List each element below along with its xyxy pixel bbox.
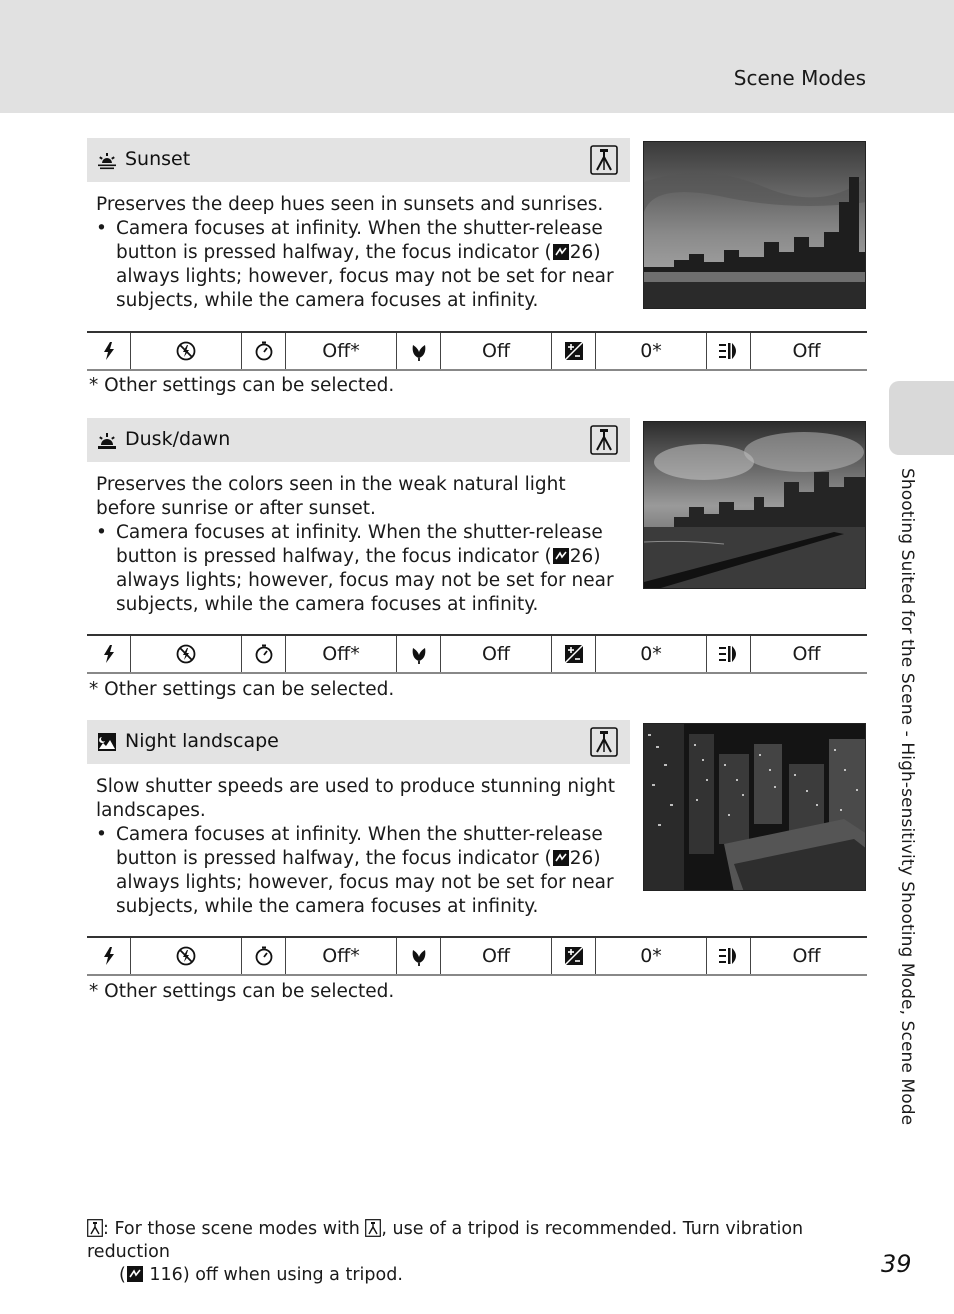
footnote-text-2: , use of a tripod is recommended. Turn vibration reduction [87,1219,804,1262]
night-landscape-icon [97,732,117,752]
page-link[interactable]: 26 [569,848,594,869]
vr-cell [707,938,751,974]
flash-cell [87,636,131,672]
flash-mode-icon [98,643,120,665]
vibration-reduction-icon [718,340,740,362]
section-sunset [87,138,867,398]
bullet-text-a: Camera focuses at infinity. When the shutter-release button is pressed halfway, the focus indicator ( [116,522,603,567]
flash-off-icon [175,340,197,362]
selftimer-value: Off* [286,636,397,672]
macro-cell [397,333,441,369]
vr-value: Off [792,340,821,362]
macro-icon [408,945,430,967]
page-link[interactable]: 26 [569,546,594,567]
vr-cell [707,333,751,369]
section-night-landscape [87,720,867,1010]
flash-value-cell [131,636,242,672]
exposure-cell [552,333,596,369]
vr-cell [707,636,751,672]
self-timer-icon [253,643,275,665]
flash-value-cell [131,938,242,974]
selftimer-cell [242,333,286,369]
macro-cell [397,636,441,672]
tripod-icon [365,1219,381,1237]
bullet-text-b: ) always lights; however, focus may not be set for near subjects, while the camera focuses at infinity. [116,242,614,311]
settings-table [87,331,867,371]
exposure-compensation-icon [563,945,585,967]
exposure-cell [552,636,596,672]
tripod-footnote [87,1218,877,1287]
vr-value: Off [792,643,821,665]
self-timer-icon [253,945,275,967]
tripod-icon [590,425,618,455]
page-reference-icon [553,244,569,260]
selftimer-cell [242,938,286,974]
bullet-text-a: Camera focuses at infinity. When the shutter-release button is pressed halfway, the focus indicator ( [116,218,603,263]
night-landscape-sample-photo [643,723,866,891]
section-title-bar [87,720,630,764]
selftimer-cell [242,636,286,672]
page-number: 39 [881,1250,912,1278]
flash-cell [87,938,131,974]
macro-value: Off [441,333,552,369]
exposure-value: 0* [596,636,707,672]
section-dusk-dawn [87,418,867,708]
intro-text: Preserves the colors seen in the weak natural light before sunrise or after sunset. [96,474,566,519]
flash-cell [87,333,131,369]
tripod-icon [590,145,618,175]
self-timer-icon [253,340,275,362]
vibration-reduction-icon [718,945,740,967]
tripod-icon [590,727,618,757]
bullet-text-b: ) always lights; however, focus may not be set for near subjects, while the camera focuses at infinity. [116,848,614,917]
flash-value-cell [131,333,242,369]
macro-cell [397,938,441,974]
sunset-icon [97,150,117,170]
settings-note: * Other settings can be selected. [89,375,395,396]
bullet-item [96,217,626,313]
vr-value: Off [792,945,821,967]
bullet-item [96,521,626,617]
flash-mode-icon [98,945,120,967]
flash-mode-icon [98,340,120,362]
footnote-text-3: ( [119,1265,126,1285]
section-title-bar [87,138,630,182]
intro-text: Slow shutter speeds are used to produce stunning night landscapes. [96,776,616,821]
macro-icon [408,643,430,665]
dusk-dawn-sample-photo [643,421,866,589]
exposure-cell [552,938,596,974]
chapter-tab [889,381,954,455]
vibration-reduction-icon [718,643,740,665]
chapter-side-title: Shooting Suited for the Scene - High-sensitivity Shooting Mode, Scene Mode [897,468,917,1126]
header-band [0,0,954,113]
exposure-compensation-icon [563,340,585,362]
bullet-item [96,823,626,919]
selftimer-value: Off* [286,333,397,369]
footnote-text-4: ) off when using a tripod. [182,1265,403,1285]
flash-off-icon [175,945,197,967]
footnote-text-1: : For those scene modes with [103,1219,366,1239]
section-description [96,193,626,313]
exposure-value: 0* [596,333,707,369]
bullet-text-a: Camera focuses at infinity. When the shutter-release button is pressed halfway, the focus indicator ( [116,824,603,869]
section-title: Dusk/dawn [125,428,231,450]
bullet-text-b: ) always lights; however, focus may not be set for near subjects, while the camera focuses at infinity. [116,546,614,615]
settings-note: * Other settings can be selected. [89,679,395,700]
tripod-icon [87,1219,103,1237]
page-header-title: Scene Modes [733,66,866,90]
section-description [96,473,626,617]
page-reference-icon [553,548,569,564]
section-description [96,775,626,919]
macro-value: Off [441,636,552,672]
page-reference-icon [553,850,569,866]
macro-icon [408,340,430,362]
selftimer-value: Off* [286,938,397,974]
page-reference-icon [127,1266,143,1282]
dusk-dawn-icon [97,430,117,450]
section-title: Night landscape [125,730,279,752]
section-title: Sunset [125,148,191,170]
page-link[interactable]: 116 [149,1265,183,1285]
page-link[interactable]: 26 [569,242,594,263]
section-title-bar [87,418,630,462]
exposure-compensation-icon [563,643,585,665]
settings-table [87,634,867,674]
intro-text: Preserves the deep hues seen in sunsets and sunrises. [96,194,604,215]
settings-note: * Other settings can be selected. [89,981,395,1002]
sunset-sample-photo [643,141,866,309]
flash-off-icon [175,643,197,665]
macro-value: Off [441,938,552,974]
exposure-value: 0* [596,938,707,974]
settings-table [87,936,867,976]
